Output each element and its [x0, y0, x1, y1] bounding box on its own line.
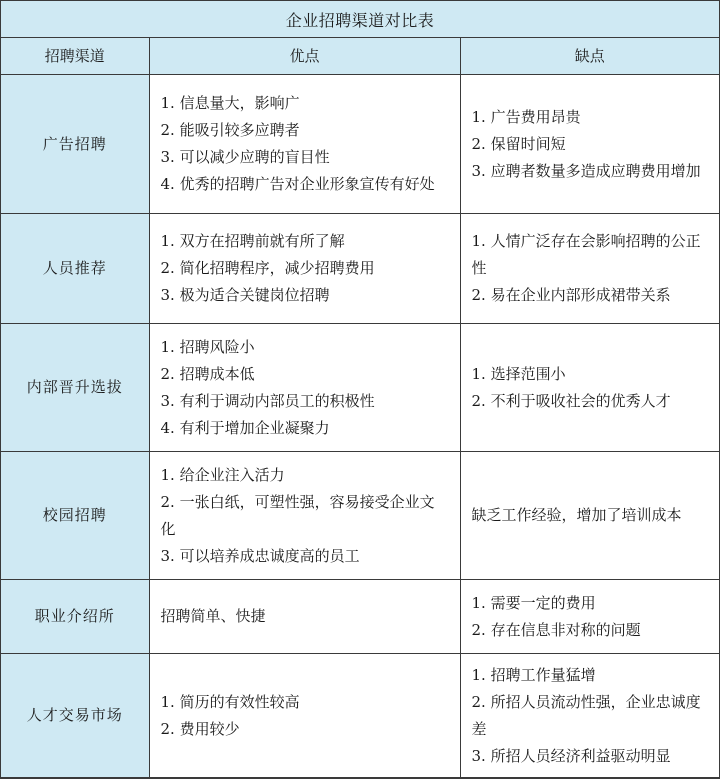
list-item: 1. 广告费用昂贵: [471, 107, 581, 126]
header-cons: 缺点: [460, 38, 719, 75]
channel-cell: 人才交易市场: [1, 654, 149, 778]
table-row: [1, 452, 719, 580]
list-item: 1. 信息量大，影响广: [160, 94, 300, 112]
list-item: 4. 有利于增加企业凝聚力: [160, 418, 330, 437]
cons-cell: [460, 654, 719, 778]
list-item: 2. 招聘成本低: [160, 364, 255, 383]
list-item: 1. 人情广泛存在会影响招聘的公正性: [471, 232, 701, 277]
cons-cell: [460, 580, 719, 654]
header-channel: 招聘渠道: [1, 38, 149, 75]
pros-cell: [149, 580, 460, 654]
header-pros: 优点: [149, 38, 460, 75]
table-row: [1, 75, 719, 214]
list-item: 1. 选择范围小: [471, 364, 566, 383]
list-item: 1. 招聘风险小: [160, 337, 255, 356]
table-row: [1, 654, 719, 778]
pros-cell: [149, 654, 460, 778]
channel-cell: 内部晋升选拔: [1, 324, 149, 452]
list-item: 2. 费用较少: [160, 719, 240, 738]
channel-cell: 校园招聘: [1, 452, 149, 580]
list-item: 3. 有利于调动内部员工的积极性: [160, 391, 375, 410]
comparison-grid: [1, 38, 719, 778]
list-item: 3. 极为适合关键岗位招聘: [160, 286, 330, 304]
list-item: 2. 存在信息非对称的问题: [471, 620, 641, 639]
pros-cell: [149, 324, 460, 452]
channel-cell: 职业介绍所: [1, 580, 149, 654]
list-item: 2. 所招人员流动性强，企业忠诚度差: [471, 692, 701, 738]
pros-cell: [149, 214, 460, 324]
list-item: 3. 所招人员经济利益驱动明显: [471, 746, 671, 765]
list-item: 2. 保留时间短: [471, 134, 566, 153]
list-item: 1. 双方在招聘前就有所了解: [160, 232, 345, 250]
channel-cell: 人员推荐: [1, 214, 149, 324]
list-item: 1. 给企业注入活力: [160, 465, 285, 484]
list-item: 3. 应聘者数量多造成应聘费用增加: [471, 161, 701, 180]
list-item: 1. 简历的有效性较高: [160, 692, 300, 711]
channel-cell: 广告招聘: [1, 75, 149, 214]
table-row: [1, 580, 719, 654]
list-item: 4. 优秀的招聘广告对企业形象宣传有好处: [160, 175, 435, 193]
list-item: 招聘简单、快捷: [160, 607, 266, 625]
cons-cell: [460, 324, 719, 452]
table-row: [1, 214, 719, 324]
list-item: 3. 可以培养成忠诚度高的员工: [160, 546, 360, 565]
pros-cell: [149, 452, 460, 580]
list-item: 3. 可以减少应聘的盲目性: [160, 148, 330, 166]
list-item: 1. 需要一定的费用: [471, 593, 596, 612]
list-item: 2. 易在企业内部形成裙带关系: [471, 286, 671, 304]
cons-cell: [460, 75, 719, 214]
cons-cell: [460, 214, 719, 324]
cons-cell: [460, 452, 719, 580]
list-item: 2. 简化招聘程序，减少招聘费用: [160, 259, 375, 277]
list-item: 2. 一张白纸，可塑性强，容易接受企业文化: [160, 492, 435, 538]
list-item: 1. 招聘工作量猛增: [471, 665, 596, 684]
list-item: 缺乏工作经验，增加了培训成本: [471, 506, 682, 524]
table-row: [1, 324, 719, 452]
list-item: 2. 能吸引较多应聘者: [160, 121, 300, 139]
pros-cell: [149, 75, 460, 214]
table-title: 企业招聘渠道对比表: [1, 1, 719, 38]
header-row: [1, 38, 719, 75]
list-item: 2. 不利于吸收社会的优秀人才: [471, 391, 671, 410]
